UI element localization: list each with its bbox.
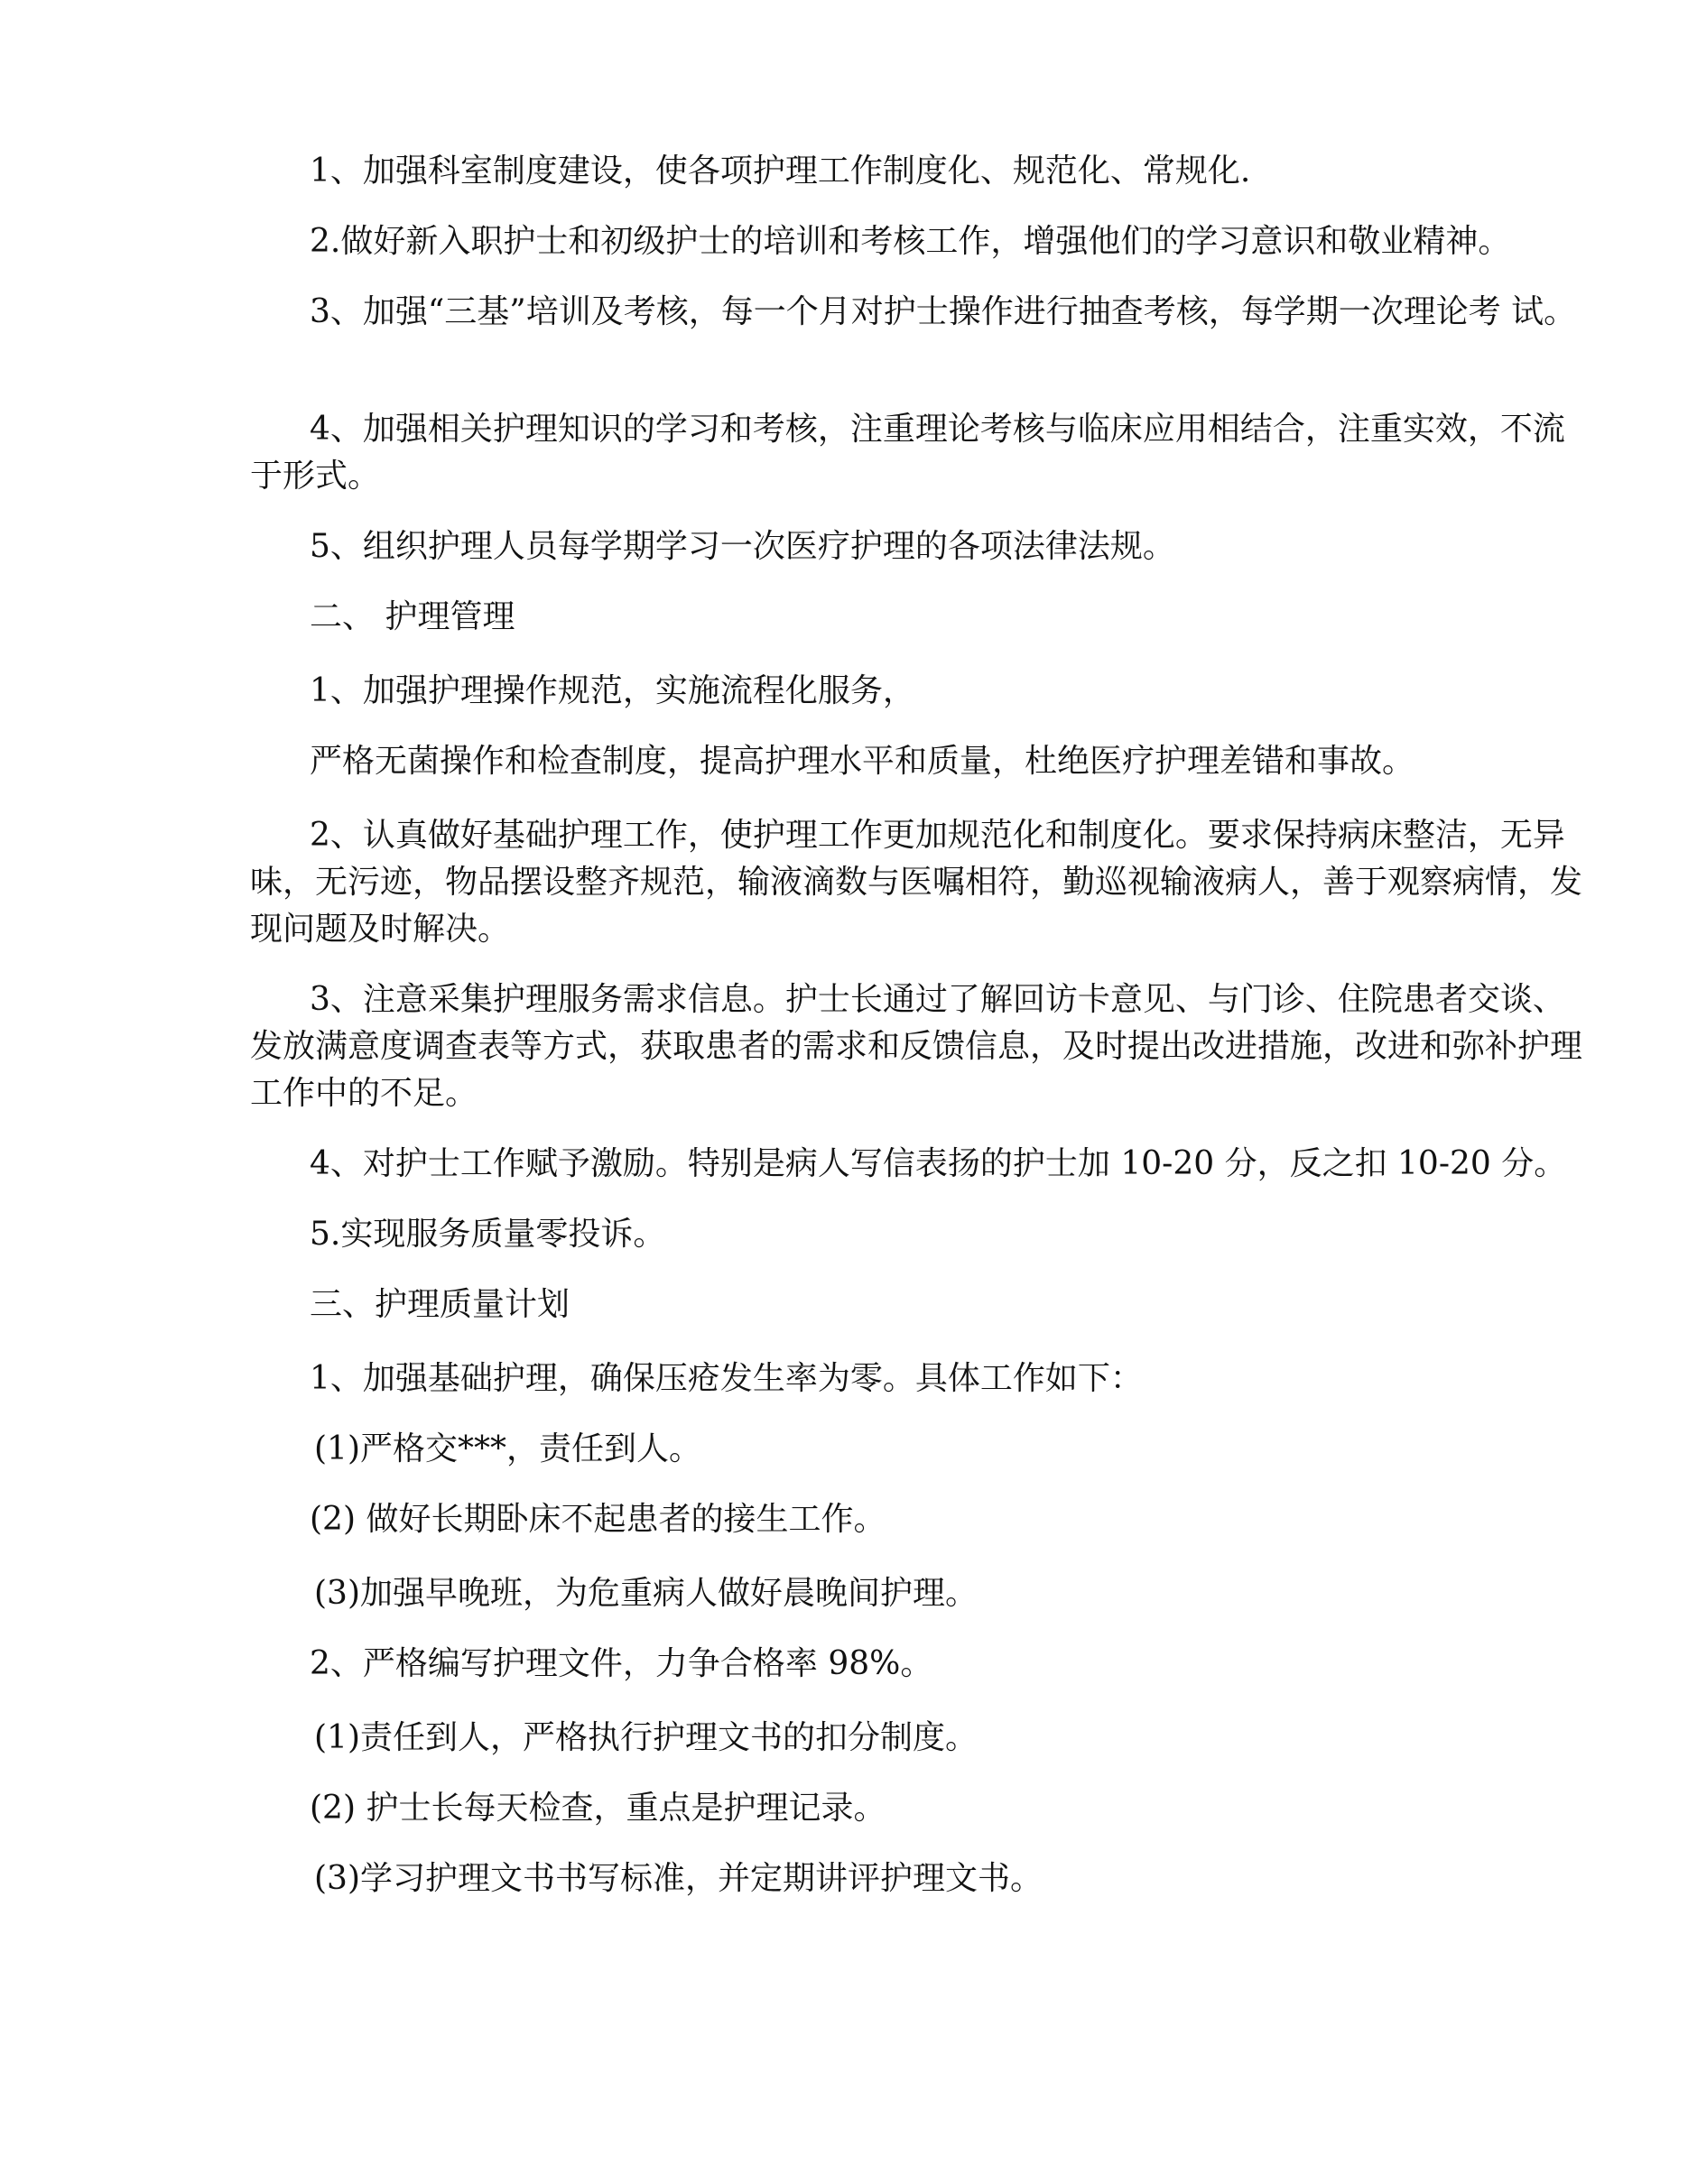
paragraph-8: 2、认真做好基础护理工作，使护理工作更加规范化和制度化。要求保持病床整洁，无异味，无污迹，物品摆设整齐规范，输液滴数与医嘱相符，勤巡视输液病人，善于观察病情，发现问题及时解决。 <box>250 817 1583 948</box>
sub-item-1: (1)严格交***，责任到人。 <box>314 1430 701 1467</box>
paragraph-13: 2、严格编写护理文件，力争合格率 98%。 <box>310 1645 933 1682</box>
paragraph-1: 1、加强科室制度建设，使各项护理工作制度化、规范化、常规化. <box>310 153 1251 190</box>
paragraph-5: 5、组织护理人员每学期学习一次医疗护理的各项法律法规。 <box>310 528 1175 565</box>
paragraph-2: 2.做好新入职护士和初级护士的培训和考核工作，增强他们的学习意识和敬业精神。 <box>310 223 1511 260</box>
paragraph-4: 4、加强相关护理知识的学习和考核，注重理论考核与临床应用相结合，注重实效，不流于形式。 <box>250 411 1565 495</box>
paragraph-3: 3、加强“三基”培训及考核，每一个月对护士操作进行抽查考核，每学期一次理论考 试。 <box>310 293 1577 330</box>
sub-item-2: (2) 做好长期卧床不起患者的接生工作。 <box>310 1501 886 1538</box>
section-heading-2: 二、 护理管理 <box>310 598 515 635</box>
paragraph-6: 1、加强护理操作规范，实施流程化服务， <box>310 672 915 709</box>
sub-item-5: (2) 护士长每天检查，重点是护理记录。 <box>310 1790 886 1827</box>
paragraph-10: 4、对护士工作赋予激励。特别是病人写信表扬的护士加 10-20 分，反之扣 10-20 分。 <box>310 1145 1567 1182</box>
section-heading-3: 三、护理质量计划 <box>310 1286 570 1323</box>
sub-item-6: (3)学习护理文书书写标准，并定期讲评护理文书。 <box>314 1860 1043 1897</box>
paragraph-11: 5.实现服务质量零投诉。 <box>310 1216 666 1253</box>
paragraph-12: 1、加强基础护理，确保压疮发生率为零。具体工作如下： <box>310 1360 1143 1397</box>
paragraph-9: 3、注意采集护理服务需求信息。护士长通过了解回访卡意见、与门诊、住院患者交谈、发放满意度调查表等方式，获取患者的需求和反馈信息，及时提出改进措施，改进和弥补护理工作中的不足。 <box>250 981 1583 1112</box>
paragraph-7: 严格无菌操作和检查制度，提高护理水平和质量，杜绝医疗护理差错和事故。 <box>310 743 1415 780</box>
sub-item-4: (1)责任到人，严格执行护理文书的扣分制度。 <box>314 1719 978 1756</box>
sub-item-3: (3)加强早晚班，为危重病人做好晨晚间护理。 <box>314 1575 978 1612</box>
